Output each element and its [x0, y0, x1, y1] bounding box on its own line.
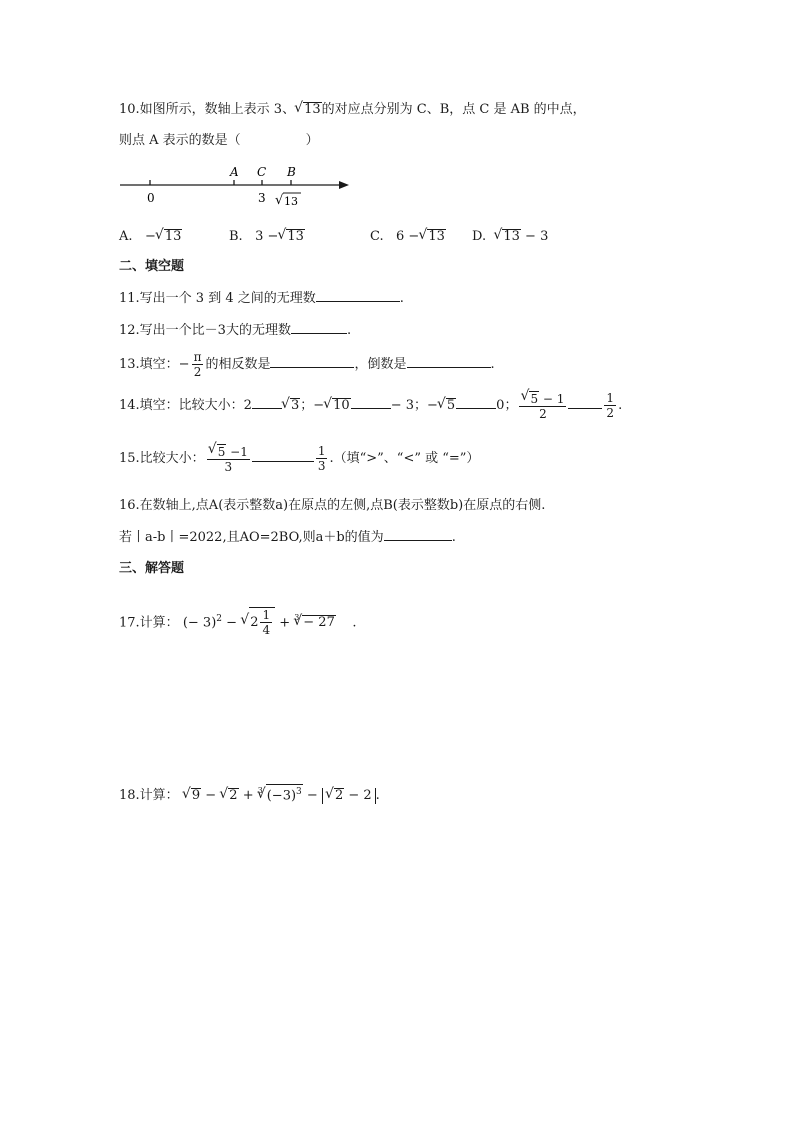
option-b[interactable]: B. 3 −√ 13 [229, 228, 370, 246]
answer-blank-q11[interactable] [316, 289, 400, 302]
section-2-heading: 二、填空题 [119, 259, 185, 274]
answer-blank-q13-reciprocal[interactable] [407, 355, 491, 368]
number-line [115, 160, 355, 212]
answer-blank-q14-4[interactable] [568, 396, 602, 409]
fraction-sqrt5-minus1-over-3: √ $\frac{5 -1}{3}$ [207, 444, 250, 474]
q17: 17.计算： (− 3)$^2$ − √ 2 $\frac{1}{4}$ + √ 3 − 27 . [119, 604, 357, 638]
answer-blank-q14-3[interactable] [456, 396, 496, 409]
label-zero: 0 [147, 191, 155, 205]
label-B: B [287, 165, 296, 179]
option-c[interactable]: C. 6 −√ 13 [370, 228, 472, 246]
sqrt-mixed-number: √ 2 $\frac{1}{4}$ [241, 607, 275, 638]
label-C: C [257, 165, 267, 179]
q10-line2: 则点 A 表示的数是（ ） [119, 133, 319, 148]
label-sqrt13: 13 [284, 195, 298, 208]
answer-blank-q14-1[interactable] [252, 396, 282, 409]
q15: 15.比较大小： √ $\frac{5 -1}{3}$ $\frac{1}{3}$ .（填“>”、“<” 或 “=”） [119, 441, 479, 477]
answer-blank-q13-opposite[interactable] [270, 355, 354, 368]
answer-blank-q12[interactable] [291, 321, 347, 334]
fraction-one-third: $\frac{1}{3}$ [317, 444, 326, 473]
q14: 14.填空：比较大小：2√ 3；−√ 10 − 3；−√ 5 0； √ $\frac{5 - 1}{2}$ $\frac{1}{2}$ . [119, 389, 622, 423]
q12: 12.写出一个比－3大的无理数 . [119, 323, 352, 338]
axis-arrow-icon [339, 181, 349, 189]
label-sqrt-sign: √ [275, 193, 284, 208]
option-a[interactable]: A. −√ 13 [119, 228, 229, 246]
option-d[interactable]: D. √ 13 − 3 [472, 228, 548, 246]
answer-blank-q16[interactable] [384, 528, 452, 541]
q10-text-b: 的对应点分别为 C、B，点 C 是 AB 的中点， [321, 102, 586, 117]
q10-text-a: 10.如图所示，数轴上表示 3、 [119, 102, 296, 117]
section-3-heading: 三、解答题 [119, 561, 185, 576]
absolute-value: √ 2 − 2 [322, 788, 376, 804]
q16-line2: 若丨a-b丨=2022,且AO=2BO,则a＋b的值为 . [119, 530, 456, 545]
answer-blank-q14-2[interactable] [351, 396, 391, 409]
q13: 13.填空：− $\frac{\pi}{2}$ 的相反数是 ，倒数是 . [119, 350, 495, 379]
q10-options [119, 228, 548, 246]
q11: 11.写出一个 3 到 4 之间的无理数 . [119, 291, 404, 306]
cube-root-neg3-cubed: √ 3 $(-3)^3$ [258, 783, 303, 809]
fraction-one-half: $\frac{1}{2}$ [606, 391, 615, 420]
q16-line1: 16.在数轴上,点A(表示整数a)在原点的左侧,点B(表示整数b)在原点的右侧. [119, 498, 546, 513]
fraction-pi-over-2: $\frac{\pi}{2}$ [193, 350, 202, 379]
answer-blank-q15[interactable] [252, 449, 314, 462]
q10-line1 [119, 101, 586, 119]
sqrt-13: √ 13 [295, 101, 322, 119]
label-A: A [230, 165, 239, 179]
fraction-sqrt5-minus1-over-2: √ $\frac{5 - 1}{2}$ [519, 391, 566, 421]
label-3: 3 [258, 191, 266, 205]
cube-root-neg27: √ 3 − 27 [294, 608, 336, 638]
q18: 18.计算： √ 9 − √ 2 + √ 3 $(-3)^3$ − √ 2 − 2 . [119, 783, 380, 809]
